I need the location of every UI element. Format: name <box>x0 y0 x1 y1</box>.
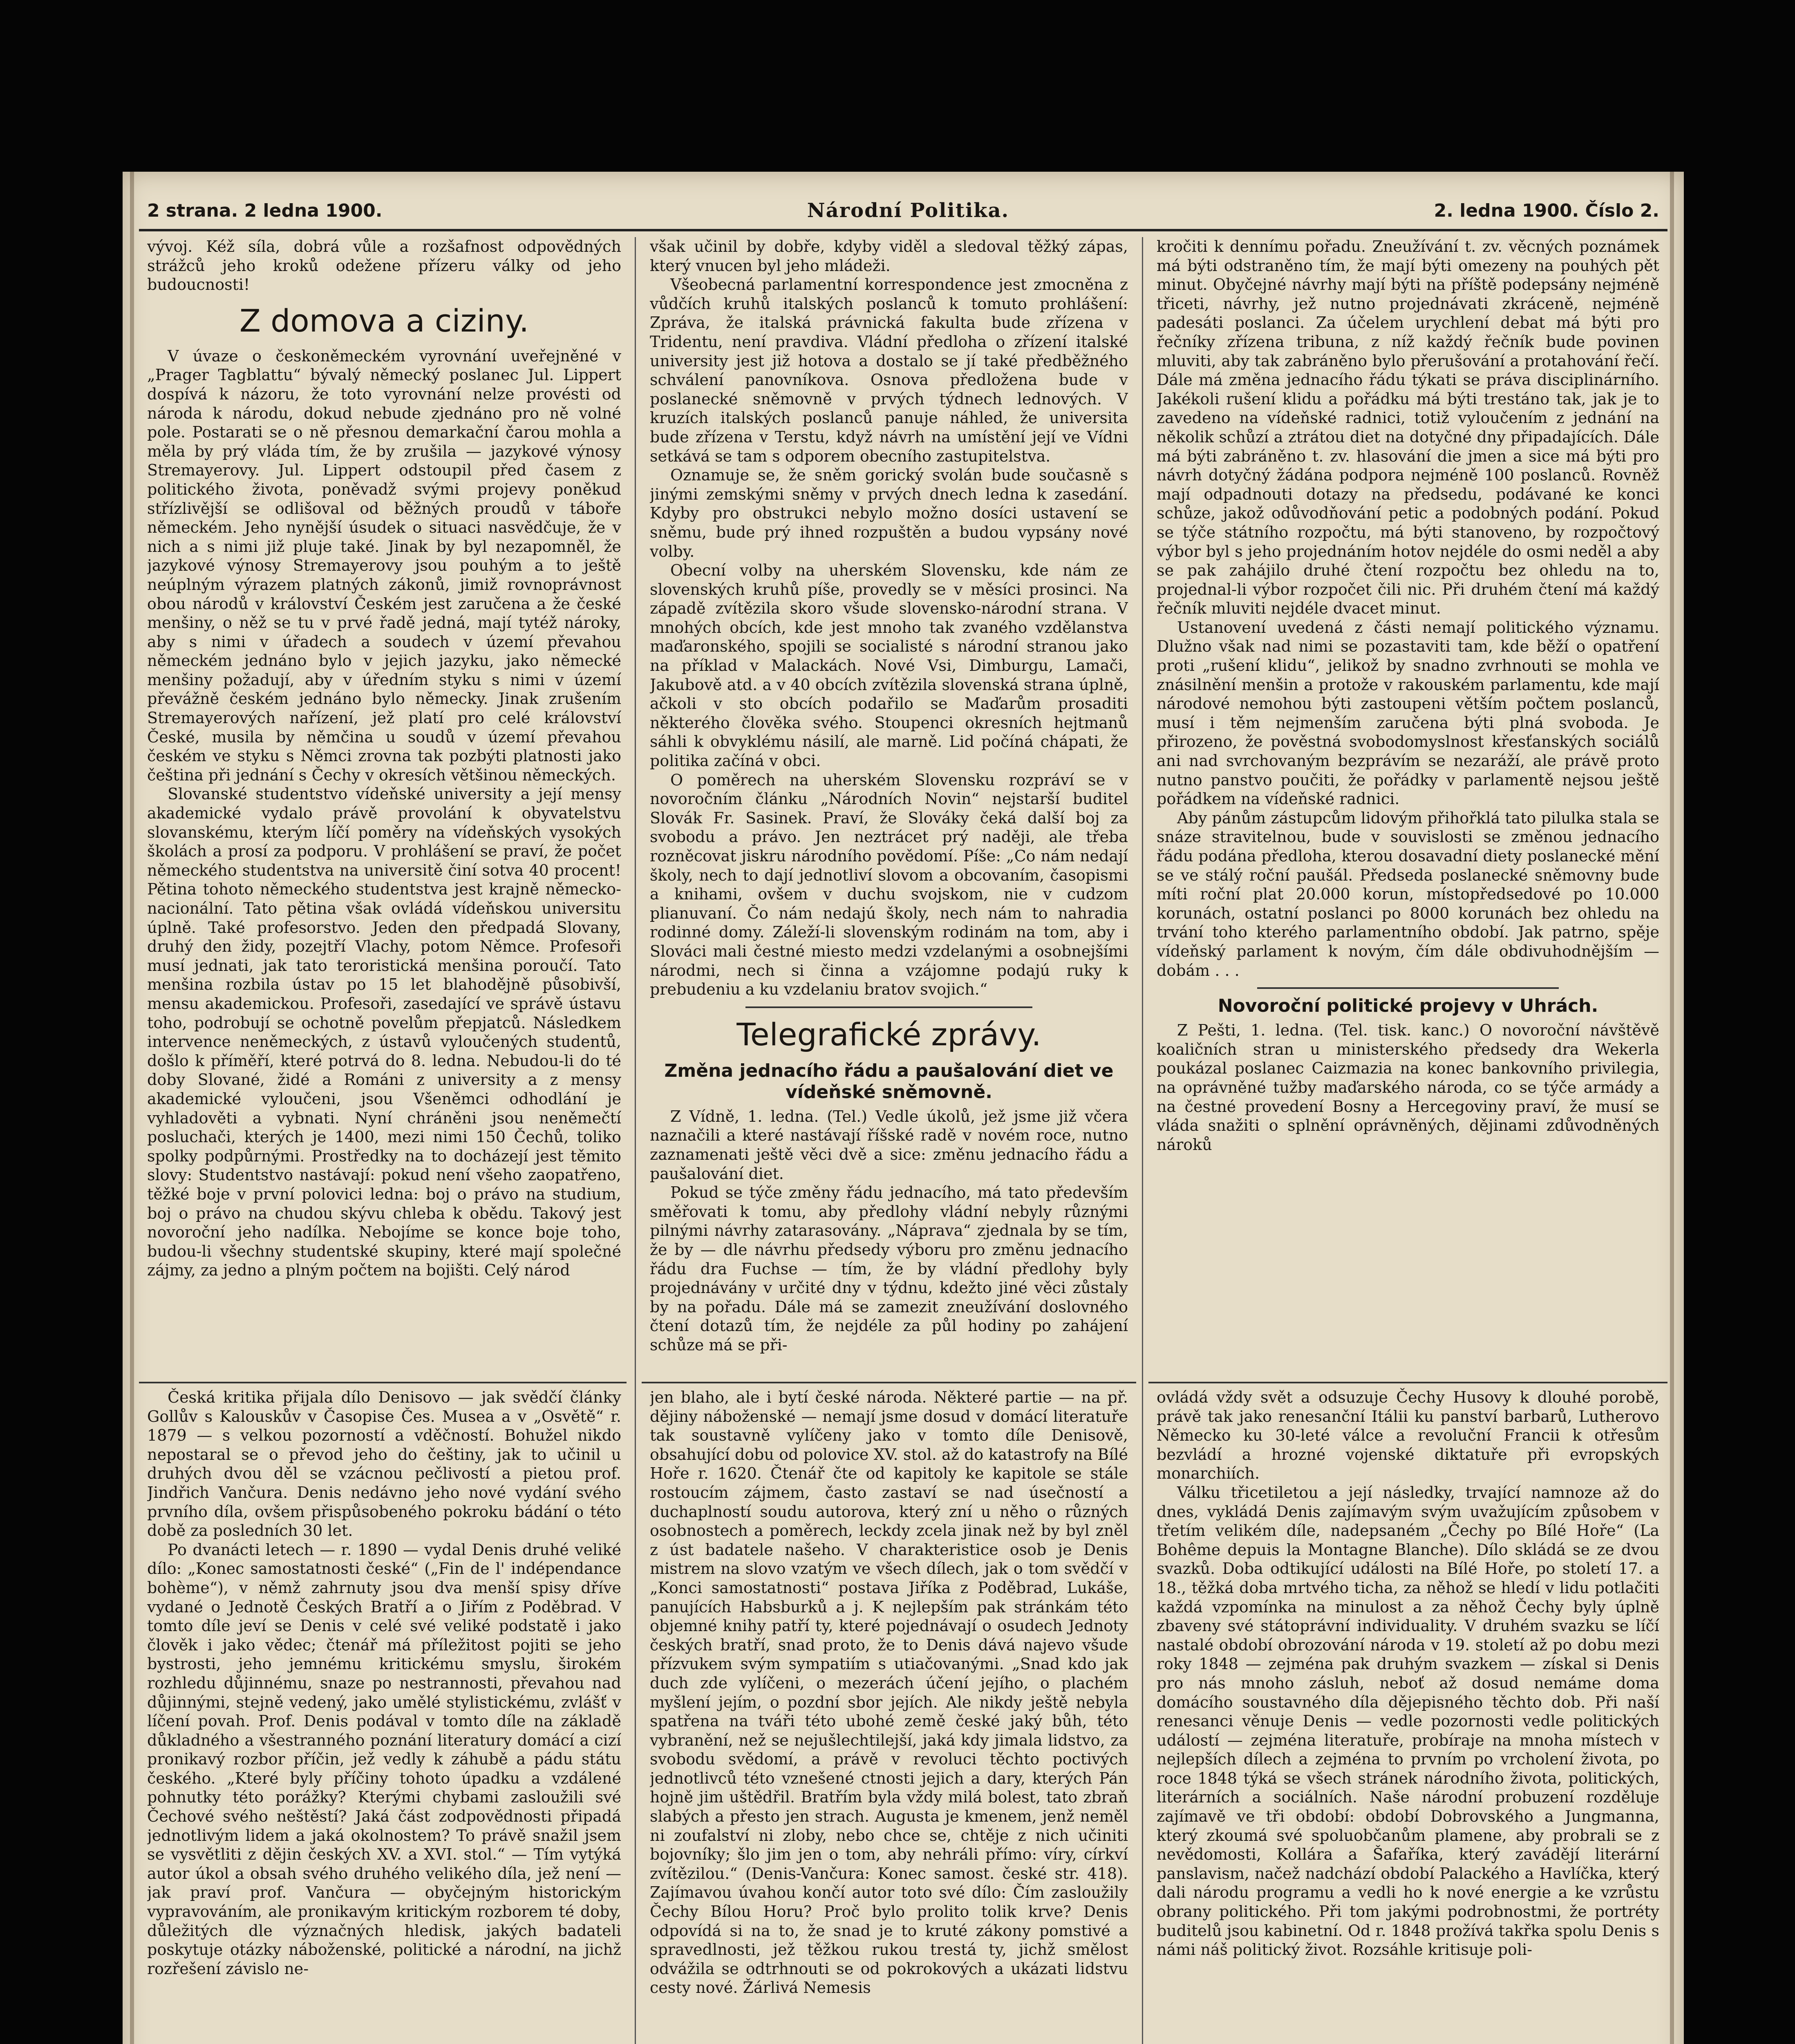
article-paragraph: Všeobecná parlamentní korrespondence jest zmocněna z vůdčích kruhů italských poslanců k tomuto prohlášení: Zpráva, že italská právnická fakulta bude zřízena v Tridentu, není pravdiva. Vládní předloha o zřízení italské university jest již hotova a dostalo se jí také předběžného schválení panovníkova. Osnova předložena bude v poslanecké sněmovně v prvých týdnech lednových. V kruzích italských poslanců panuje náhled, že universita bude zřízena v Terstu, když návrh na umístění její ve Vídni setkává se tam s odporem obecního zastupitelstva. <box>650 276 1128 465</box>
feuilleton-column-3 <box>1157 1388 1659 2044</box>
newspaper-title: Národní Politika. <box>807 199 1009 222</box>
feuilleton-rule <box>642 1382 1136 1383</box>
article-paragraph: V úvaze o českoněmeckém vyrovnání uveřejněné v „Prager Tagblattu“ bývalý německý poslanec Jul. Lippert dospívá k názoru, že toto vyrovnání nelze provésti od národa k národu, dokud nebude zjednáno pro ně volné pole. Postarati se o ně přesnou demarkační čarou mohla a měla by prý vláda tím, že by zrušila — jazykové výnosy Stremayerovy. Jul. Lippert odstoupil před časem z politického života, poněvadž svými projevy poněkud střízlivější se odlišoval od běžných proudů v táboře německém. Jeho nynější úsudek o situaci nasvědčuje, že v nich a s nimi již pluje také. Jinak by byl nezapomněl, že jazykové výnosy Stremayerovy jsou pouhým a to ještě neúplným výrazem platných zákonů, jimiž rovnoprávnost obou národů v království Českém jest zaručena a že české menšiny, o něž se tu v prvé řadě jedná, mají tytéž nároky, aby s nimi v úřadech a soudech v území převahou německém jednáno bylo v jejich jazyku, jako německé menšiny požadují, aby v úředním styku s nimi v území převážně českém jednáno bylo německy. Jinak zrušením Stremayerových nařízení, jež platí pro celé království České, musila by němčina u soudů v území převahou českém ve styku s Němci zrovna tak pozbýti platnosti jako čeština při jednání s Čechy v okresích většinou německých. <box>147 347 621 784</box>
feuilleton-column-2 <box>650 1388 1128 2044</box>
feuilleton-paragraph: ovládá vždy svět a odsuzuje Čechy Husovy k dlouhé porobě, právě tak jako renesanční Itálii ku panství barbarů, Lutherovo Německo ku 30-leté válce a revoluční Francii k otřesům bezvládí a hrozné vojenské diktatuře při evropských monarchiích. <box>1157 1388 1659 1483</box>
article-paragraph: Ustanovení uvedená z části nemají politického významu. Dlužno však nad nimi se pozastaviti tam, kde běží o opatření proti „rušení klidu“, jelikož by snadno zvrhnouti se mohla ve znásilnění menšin a protože v rakouském parlamentu, kde mají národové nemohou býti zastoupeni větším počtem poslanců, musí i těm nejmenším zaručena býti plná svoboda. Je přirozeno, že pověstná svobodomyslnost křesťanských sociálů ani nad svrchovaným bezprávím se nezaráží, ale právě proto nutno panstvo poučiti, že pořádky v parlamentě nejsou ještě pořádkem na vídeňské radnici. <box>1157 618 1659 808</box>
feuilleton-column-1 <box>147 1388 621 2044</box>
header-rule <box>139 229 1667 231</box>
article-continuation: však učinil by dobře, kdyby viděl a sledoval těžký zápas, který vnucen byl jeho mládeži. <box>650 238 1128 275</box>
section-title-domestic: Z domova a ciziny. <box>239 302 529 339</box>
feuilleton-rule <box>139 1382 627 1383</box>
section-title-telegraph: Telegrafické zprávy. <box>736 1016 1041 1053</box>
article-paragraph: Z Pešti, 1. ledna. (Tel. tisk. kanc.) O novoroční návštěvě koaličních stran u ministerského předsedy dra Wekerla poukázal poslanec Caizmazia na konec bankovního privilegia, na oprávněné tužby maďarského národa, co se týče armády a na čestné provedení Bosny a Hercegoviny praví, že musí se vláda snažiti o splnění oprávněných, dějinami zdůvodněných nároků <box>1157 1021 1659 1154</box>
page-header <box>147 196 1659 225</box>
article-paragraph: Slovanské studentstvo vídeňské university a její mensy akademické vydalo právě provolání k obyvatelstvu slovanskému, kterým líčí poměry na vídeňských vysokých školách a prosí za podporu. V prohlášení se praví, že počet německého studentstva na universitě činí sotva 40 procent! Pětina tohoto německého studentstva jest krajně německo-nacionální. Tato pětina však ovládá vídeňskou universitu úplně. Také profesorstvo. Jeden den předpadá Slovany, druhý den židy, pozejtří Vlachy, potom Němce. Profesoři musí jednati, jak tato teroristická menšina poroučí. Tato menšina rozbila ústav po 15 let blahodějně působivší, mensu akademickou. Profesoři, zasedající ve správě ústavu toho, podrobují se ochotně povelům přepjatců. Následkem intervence neněmeckých, z ústavů vyloučených studentů, došlo k příměří, které potrvá do 8. ledna. Nebudou-li do té doby Slované, židé a Románi z university a z mensy akademické vyloučeni, jsou Všeněmci odhodlání je vyhladověti a vybnati. Nyní chráněni jsou neněmečtí posluchači, kterých je 1400, mezi nimi 150 Čechů, toliko spolky podpůrnými. Prostředky na to docházejí jest těmito slovy: Studentstvo nastávají: pokud není všeho zaopatřeno, těžké boje v první polovici ledna: boj o právo na studium, boj o právo na chudou skývu chleba k obědu. Takový jest novoroční jeho nadílka. Nebojíme se konce boje toho, budou-li všechny studentské skupiny, které mají společné zájmy, za jedno a plným počtem na bojišti. Celý národ <box>147 785 621 1280</box>
feuilleton-paragraph: Česká kritika přijala dílo Denisovo — jak svědčí články Gollův s Kalouskův v Časopise Čes. Musea a v „Osvětě“ r. 1879 — s velkou pozorností a vděčností. Bohužel nikdo nepostaral se o převod jeho do češtiny, jak to učinil u druhých dvou děl se vzácnou pečlivostí a pietou prof. Jindřich Vančura. Denis nedávno jeho nové vydání svého prvního díla, ovšem přispůsobeného pokroku bádání o této době za posledních 30 let. <box>147 1388 621 1540</box>
article-paragraph: Z Vídně, 1. ledna. (Tel.) Vedle úkolů, jež jsme již včera naznačili a které nastávají říšské radě v novém roce, nutno zaznamenati ještě věci dvě a sice: změnu jednacího řádu a paušalování diet. <box>650 1107 1128 1183</box>
article-paragraph: Oznamuje se, že sněm gorický svolán bude současně s jinými zemskými sněmy v prvých dnech ledna k zasedání. Kdyby pro obstrukci nebylo možno dosíci ustavení se sněmu, bude prý ihned rozpuštěn a budou vypsány nové volby. <box>650 466 1128 560</box>
feuilleton-paragraph: jen blaho, ale i bytí české národa. Některé partie — na př. dějiny náboženské — nemají jsme dosud v domácí literatuře tak soustavně vylíčeny jako v tomto díle Denisově, obsahující dobu od polovice XV. stol. až do katastrofy na Bílé Hoře r. 1620. Čtenář čte od kapitoly ke kapitole se stále rostoucím zájmem, často zastaví se nad úsečností a duchaplností soudu autorova, který zní u něho o různých osobnostech a poměrech, leckdy zcela jinak než by byl zněl z úst badatele našeho. V charakteristice osob je Denis mistrem na slovo vzatým ve všech dílech, jak o tom svědčí v „Konci samostatnosti“ postava Jiříka z Poděbrad, Lukáše, panujících Habsburků a j. K nejlepším pak stránkám této objemné knihy patří ty, které pojednávají o osudech Jednoty českých bratří, snad proto, že to Denis dává najevo všude přízvukem svým sympatiím s utiačovanými. „Snad kdo jak duch zde vylíčeni, o mezerách účení jejího, o plachém myšlení jejím, o pozdní sbor jejích. Ale nikdy ještě nebyla spatřena na tváři této ubohé země české jaký bůh, této vybranění, než se nejušlechtilejší, jaká kdy jimala lidstvo, za svobodu svědomí, a právě v revoluci těchto poctivých jednotlivců této vznešené ctnosti jejich a dary, kterých Pán hojně jim uštědřil. Bratřím byla vždy milá bolest, tato zbraň slabých a přesto jen strach. Augusta je kmenem, jenž neměl ni zoufalství ni zloby, nebo chce se, chtěje z nich učiniti bojovníky; šlo jim jen o tom, aby nehráli přímo: víry, církví zvítězilou.“ (Denis-Vančura: Konec samost. české str. 418). Zajímavou úvahou končí autor toto své dílo: Čím zasloužily Čechy Bílou Horu? Proč bylo prolito tolik krve? Denis odpovídá si na to, že snad je to kruté zákony pomstivé a spravedlnosti, jež těžkou rukou trestá ty, jichž smělost odvážila se odtrhnouti se od pokrokových a ukázati lidstvu cesty nové. Žárlivá Nemesis <box>650 1388 1128 1997</box>
feuilleton-paragraph: Válku třicetiletou a její následky, trvající namnoze až do dnes, vykládá Denis zajímavým svým uvažujícím způsobem v třetím velikém díle, nadepsaném „Čechy po Bílé Hoře“ (La Bohême depuis la Montagne Blanche). Dílo skládá se ze dvou svazků. Doba odtikující události na Bílé Hoře, po století 17. a 18., těžká doba mrtvého ticha, za něhož se hledí v lidu potlačiti každá vzpomínka na minulost a za něhož Čechy byly úplně zbaveny své státoprávní individuality. V druhém svazku se líčí nastalé období obrozování národa v 19. století až po dobu mezi roky 1848 — zejména pak druhým svazkem — získal si Denis pro nás mnoho zásluh, neboť až dosud nemáme doma domácího soustavného díla dějepisného těchto dob. Při naší renesanci věnuje Denis — vedle pozornosti vedle politických událostí — zejména literatuře, probíraje na mnoha místech v nejlepších dílech a zejména to prvním po vrcholení života, po roce 1848 týká se všech stránek národního života, politických, literárních a sociálních. Naše národní probuzení rozděluje zajímavě ve tři období: období Dobrovského a Jungmanna, který zkoumá své spoluobčanům plamene, aby probrali se z nevědomosti, Kollára a Šafaříka, který zavádějí literární panslavism, načež nadchází období Palackého a Havlíčka, který dali národu programu a vedli ho k nové energie a ke vzrůstu obrany politického. Při tom jakými podrobnostmi, že portréty buditelů jsou kabinetní. Od r. 1848 prožívá takřka spolu Denis s námi náš politický život. Rozsáhle kritisuje poli- <box>1157 1483 1659 1959</box>
feuilleton-rule <box>1148 1382 1667 1383</box>
feuilleton-paragraph: Po dvanácti letech — r. 1890 — vydal Denis druhé veliké dílo: „Konec samostatnosti české“ („Fin de l' indépendance bohème“), v němž zahrnuty jsou dva menší spisy dříve vydané o Jednotě Českých Bratří a o Jiřím z Poděbrad. V tomto díle jeví se Denis v celé své veliké podstatě i jako člověk i jako vědec; čtenář má příležitost pojiti se jeho bystrosti, jeho jemnému kritickému smyslu, širokém rozhledu důjinnému, snaze po nestrannosti, převahou nad důjinnými, stejně vedený, jako umělé stylistickému, zvlášť v líčení povah. Prof. Denis podával v tomto díle na základě důkladného a všestranného poznání literatury domácí a cizí pronikavý rozbor příčin, jež vedly k záhubě a pádu státu českého. „Které byly příčiny tohoto úpadku a vzdálené pohnutky této porážky? Kterými chybami zasloužili své Čechové svého neštěstí? Jaká část zodpovědnosti připadá jednotlivým lidem a jaká okolnostem? To právě snažil jsem se vysvětliti z dějin českých XV. a XVI. stol.“ — Tím vytýká autor úkol a obsah svého druhého velikého díla, jež není — jak praví prof. Vančura — obyčejným historickým vypravováním, ale pronikavým kritickým rozborem té doby, důležitých dle význačných hledisk, jakých badateli poskytuje otázky náboženské, politické a národní, na jichž rozřešení závislo ne- <box>147 1540 621 1978</box>
page-edge-stain <box>130 172 134 2044</box>
article-paragraph: Obecní volby na uherském Slovensku, kde nám ze slovenských kruhů píše, provedly se v měsíci prosinci. Na západě zvítězila skoro všude slovensko-národní strana. V mnohých obcích, kde jest mnoho tak zvaného vzdělanstva maďaronského, spojili se socialisté s národní stranou jako na příklad v Malackách. Nové Vsi, Dimburgu, Lamači, Jakubově atd. a v 40 obcích zvítězila slovenská strana úplně, ačkoli v sto obcích podařilo se Maďarům prosaditi některého člověka svého. Stoupenci okresních hejtmanů sáhli k obvyklému násilí, ale marně. Lid počíná chápati, že politika začíná v obci. <box>650 561 1128 770</box>
article-paragraph: Aby pánům zástupcům lidovým přihořklá tato pilulka stala se snáze stravitelnou, bude v souvislosti se změnou jednacího řádu podána předloha, kterou dosavadní diety poslanecké mění se ve stálý roční paušál. Předseda poslanecké sněmovny bude míti roční plat 20.000 korun, místopředsedové po 10.000 korunách, ostatní poslanci po 8000 korunách bez ohledu na trvání toho kterého parlamentního období. Jak patrno, spěje vídeňský parlament k novým, čím dále obdivuhodnějším — dobám . . . <box>1157 809 1659 979</box>
column-divider <box>635 237 636 2044</box>
subheading: Novoroční politické projevy v Uhrách. <box>1218 995 1598 1017</box>
article-continuation: kročiti k dennímu pořadu. Zneužívání t. zv. věcných poznámek má býti odstraněno tím, že mají býti omezeny na pouhých pět minut. Obyčejné návrhy mají býti na příště podepsány nejméně třiceti, návrhy, jež nutno projednávati zkráceně, nejméně padesáti poslanci. Za účelem urychlení debat má býti pro řečníky zřízena tribuna, z níž každý řečník bude povinen mluviti, aby tak zabráněno bylo přerušování a protahování řečí. Dále má změna jednacího řádu týkati se práva disciplinárního. Jakékoli rušení klidu a pořádku má býti trestáno tak, jak je to zavedeno na vídeňské radnici, totiž vyloučením z jednání na několik schůzí a ztrátou diet na dotyčné dny připadajících. Dále má býti zabráněno t. zv. hlasování die jmen a sice má býti pro návrh dotyčný žádána podpora nejméně 100 poslanců. Rovněž mají odpadnouti dotazy na předsedu, podávané ke konci schůze, jakož odůvodňování petic a podobných podání. Pokud se týče státního rozpočtu, má býti stanoveno, by rozpočtový výbor byl s jeho projednáním hotov nejdéle do osmi neděl a aby se pak zahájilo druhé čtení rozpočtu bez ohledu na to, projednal-li výbor rozpočet čili nic. Při druhém čtení má každý řečník mluviti nejdéle dvacet minut. <box>1157 238 1659 618</box>
section-divider <box>1257 987 1559 989</box>
column-divider <box>1142 237 1143 2044</box>
header-right: 2. ledna 1900. Číslo 2. <box>1434 200 1659 221</box>
section-divider <box>745 1006 1032 1008</box>
newspaper-page <box>123 172 1684 2044</box>
page-edge-stain <box>1670 172 1674 2044</box>
subheading: Změna jednacího řádu a paušalování diet ve vídeňské sněmovně. <box>664 1060 1114 1103</box>
header-left: 2 strana. 2 ledna 1900. <box>147 200 383 221</box>
article-continuation: vývoj. Kéž síla, dobrá vůle a rozšafnost odpovědných strážců jeho kroků odežene přízeru války od jeho budoucnosti! <box>147 238 621 294</box>
article-paragraph: Pokud se týče změny řádu jednacího, má tato především směřovati k tomu, aby předlohy vládní nebyly různými pilnými návrhy zatarasovány. „Náprava“ zjednala by se tím, že by — dle návrhu předsedy výboru pro změnu jednacího řádu dra Fuchse — tím, že by vládní předlohy byly projednávány v určité dny v týdnu, kdežto jiné věci zůstaly by na pořadu. Dále má se zamezit zneužívání doslovného čtení dotazů tím, že nejdéle za půl hodiny po zahájení schůze má se při- <box>650 1183 1128 1354</box>
article-paragraph: O poměrech na uherském Slovensku rozpráví se v novoročním článku „Národních Novin“ nejstarší buditel Slovák Fr. Sasinek. Praví, že Slováky čeká další boj za svobodu a právo. Jen neztrácet prý naději, ale třeba rozněcovat jiskru národního povědomí. Píše: „Co nám nedají školy, nech to dají jednotliví slovom a obcovaním, časopismi a knihami, ovšem v duchu svojskom, nie v cudzom plianuvaní. Čo nám nedajú školy, nech nám to nahradia rodinné domy. Záleží-li slovenským rodinám na tom, aby i Slováci mali čestné miesto medzi vzdelanými a osobnejšími národmi, nech si činna a vzájomne podajú ruky k prebudeniu a ku vzdelaniu bratov svojich.“ <box>650 771 1128 999</box>
